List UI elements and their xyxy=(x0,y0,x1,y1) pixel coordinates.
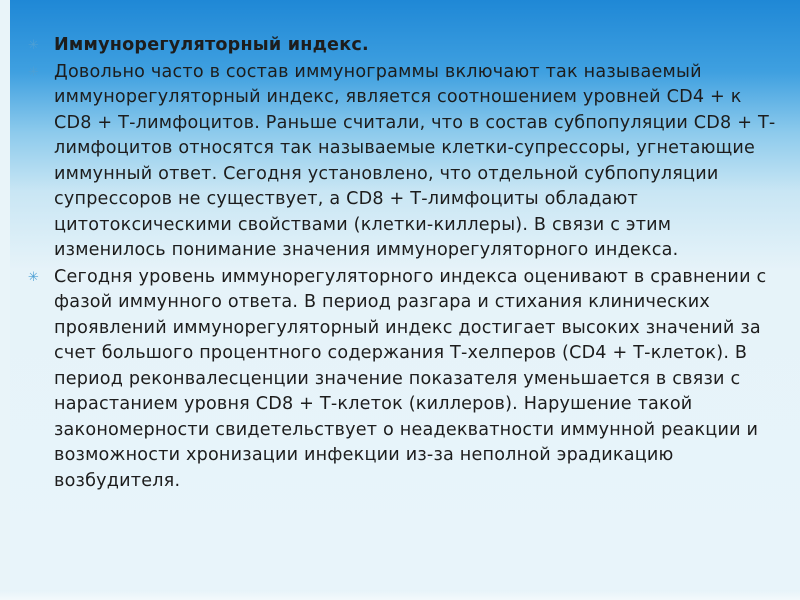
bullet-paragraph-2 xyxy=(26,265,776,495)
slide-bottom-border xyxy=(0,590,800,600)
paragraph-text: Сегодня уровень иммунорегуляторного индекса оценивают в сравнении с фазой иммунного ответа. В период разгара и стихания клинических проявлений иммунорегуляторный индекс достигает высоких значений за счет большого процентного содержания Т-хелперов (CD4 + Т-клеток). В период реконвалесценции значение показателя уменьшается в связи с нарастанием уровня CD8 + Т-клеток (киллеров). Нарушение такой закономерности свидетельствует о неадекватности иммунной реакции и возможности хронизации инфекции из-за неполной эрадикацию возбудителя. xyxy=(54,266,767,491)
slide-left-border xyxy=(0,0,10,600)
bullet-star-icon: ✳ xyxy=(28,269,40,285)
bullet-star-icon: ✳ xyxy=(28,38,40,53)
slide-content xyxy=(26,33,776,494)
paragraph-text: Довольно часто в состав иммунограммы включают так называемый иммунорегуляторный индекс, является соотношением уровней CD4 + к CD8 + Т-лимфоцитов. Раньше считали, что в состав субпопуляции CD8 + Т-лимфоцитов относятся так называемые клетки-супрессоры, угнетающие иммунный ответ. Сегодня установлено, что отдельной субпопуляции супрессоров не существует, а CD8 + Т-лимфоциты обладают цитотоксическими свойствами (клетки-киллеры). В связи с этим изменилось понимание значения иммунорегуляторного индекса. xyxy=(54,61,776,260)
bullet-paragraph-1 xyxy=(26,60,776,264)
bullet-heading xyxy=(26,33,776,59)
section-heading: Иммунорегуляторный индекс. xyxy=(54,35,369,55)
bullet-star-icon: ✳ xyxy=(28,64,40,80)
